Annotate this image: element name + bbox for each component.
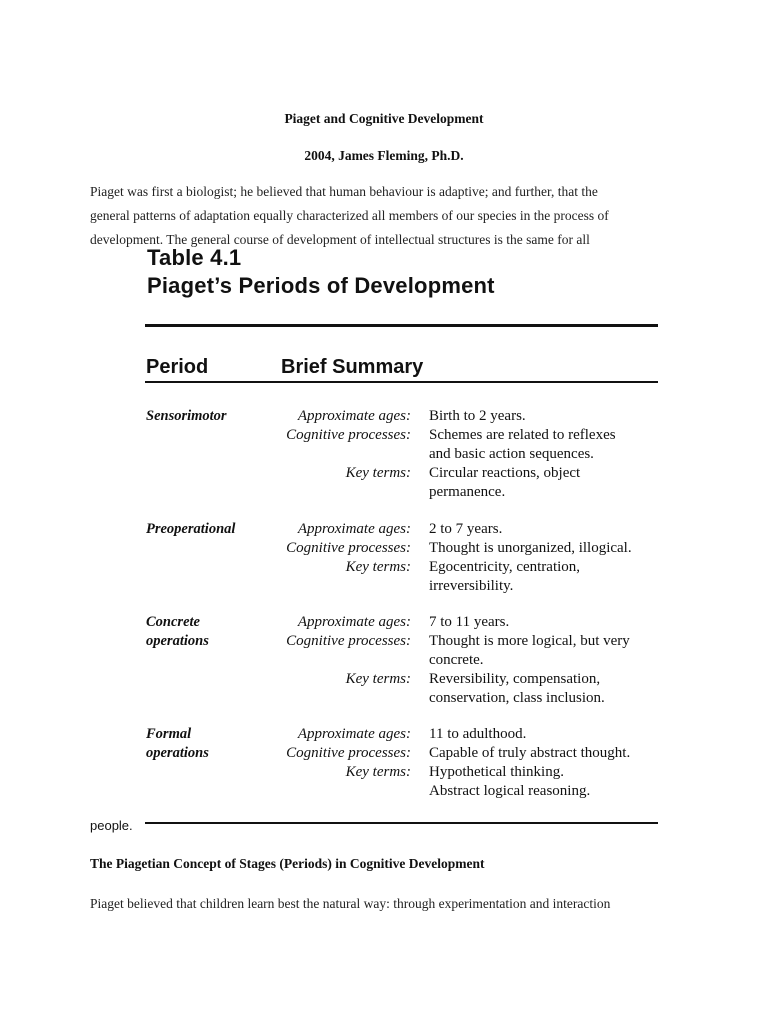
row-label: Cognitive processes:: [286, 427, 411, 443]
paragraph-line: Piaget believed that children learn best the natural way: through experimentation and interaction: [90, 896, 611, 911]
row-label: Approximate ages:: [297, 726, 411, 742]
row-label: Approximate ages:: [297, 521, 411, 537]
row-label: Key terms:: [345, 764, 411, 780]
row-value: concrete.: [429, 652, 484, 668]
row-value: Thought is more logical, but very: [429, 633, 630, 649]
row-label: Key terms:: [345, 465, 411, 481]
row-label: Approximate ages:: [297, 408, 411, 424]
table-title: Piaget’s Periods of Development: [147, 273, 495, 298]
table-number: Table 4.1: [147, 245, 242, 270]
intro-tail: people.: [90, 818, 133, 833]
row-value: 2 to 7 years.: [429, 521, 503, 537]
row-value: Egocentricity, centration,: [429, 559, 581, 575]
column-header-summary: Brief Summary: [281, 356, 424, 378]
period-name: operations: [146, 745, 209, 761]
row-value: 7 to 11 years.: [429, 614, 510, 630]
intro-line-1: Piaget was first a biologist; he believed that human behaviour is adaptive; and further, that the: [90, 184, 598, 199]
period-name: Formal: [146, 726, 192, 742]
row-value: and basic action sequences.: [429, 446, 594, 462]
table-top-rule: [145, 324, 658, 327]
row-value: 11 to adulthood.: [429, 726, 527, 742]
row-value: Birth to 2 years.: [429, 408, 526, 424]
table-figure: [0, 245, 768, 845]
row-value: permanence.: [429, 484, 506, 500]
column-header-period: Period: [146, 356, 209, 378]
row-value: Abstract logical reasoning.: [429, 783, 591, 799]
row-value: Thought is unorganized, illogical.: [429, 540, 632, 556]
row-value: Circular reactions, object: [429, 465, 581, 481]
row-label: Key terms:: [345, 559, 411, 575]
row-value: irreversibility.: [429, 578, 514, 594]
period-name: operations: [146, 633, 209, 649]
row-label: Cognitive processes:: [286, 540, 411, 556]
row-value: Capable of truly abstract thought.: [429, 745, 631, 761]
row-label: Key terms:: [345, 671, 411, 687]
row-value: Reversibility, compensation,: [429, 671, 601, 687]
table-header-rule: [145, 381, 658, 383]
document-title: Piaget and Cognitive Development: [284, 111, 484, 126]
row-value: Hypothetical thinking.: [429, 764, 564, 780]
row-value: conservation, class inclusion.: [429, 690, 605, 706]
row-value: Schemes are related to reflexes: [429, 427, 616, 443]
row-label: Cognitive processes:: [286, 745, 411, 761]
period-name: Preoperational: [146, 521, 236, 537]
table-bottom-rule: [145, 822, 658, 824]
period-name: Concrete: [146, 614, 200, 630]
intro-line-2: general patterns of adaptation equally characterized all members of our species in the process of: [90, 208, 609, 223]
document-author: 2004, James Fleming, Ph.D.: [304, 148, 464, 163]
period-name: Sensorimotor: [146, 408, 227, 424]
row-label: Approximate ages:: [297, 614, 411, 630]
row-label: Cognitive processes:: [286, 633, 411, 649]
section-heading: The Piagetian Concept of Stages (Periods) in Cognitive Development: [90, 856, 485, 871]
intro-line-3: development. The general course of development of intellectual structures is the same for all: [90, 232, 590, 247]
